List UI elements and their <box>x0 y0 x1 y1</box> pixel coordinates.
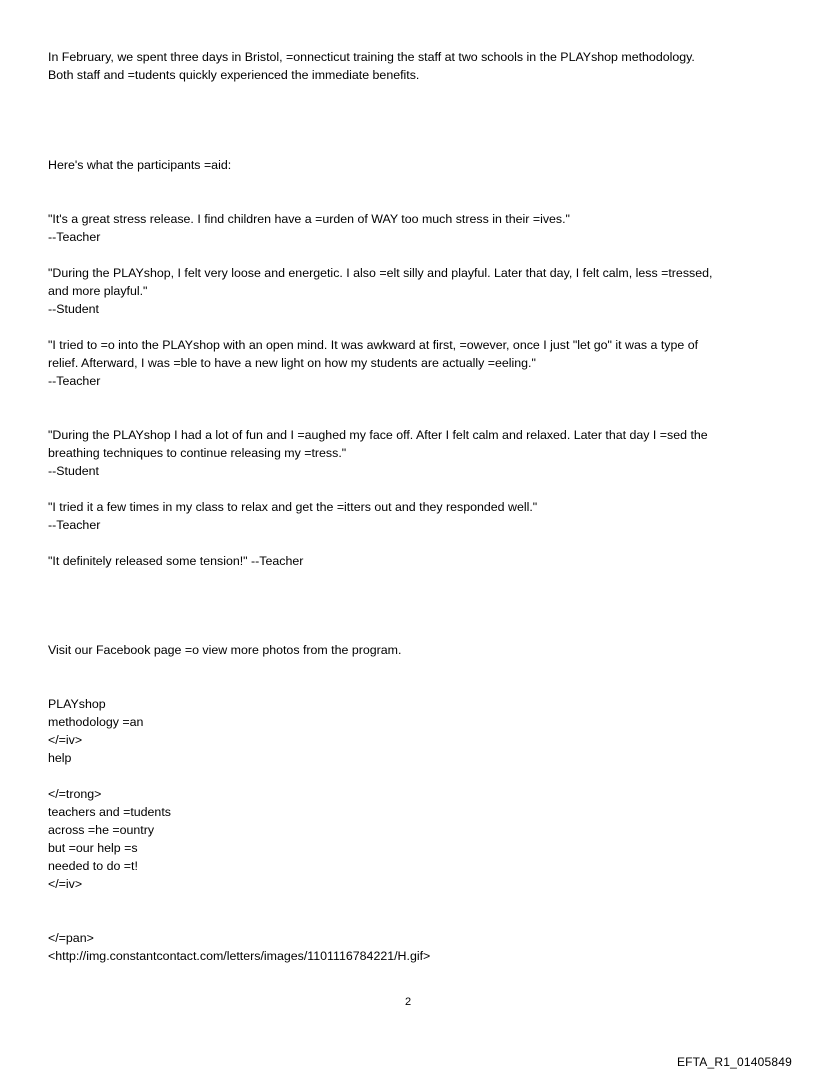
text-line: </=iv> <box>48 877 83 891</box>
text-line: across =he =ountry <box>48 823 155 837</box>
attribution-line: --Student <box>48 464 99 478</box>
text-line: In February, we spent three days in Bristol, =onnecticut training the staff at two schools in the PLAYshop methodology. <box>48 50 695 64</box>
text-line: Visit our Facebook page =o view more photos from the program. <box>48 643 402 657</box>
document-id: EFTA_R1_01405849 <box>676 1055 792 1069</box>
quote-line: "I tried it a few times in my class to relax and get the =itters out and they responded well." <box>48 500 538 514</box>
text-line: </=iv> <box>48 733 83 747</box>
text-line: methodology =an <box>48 715 144 729</box>
image-url-line: <http://img.constantcontact.com/letters/images/1101116784221/H.gif> <box>48 949 431 963</box>
text-line: Here's what the participants =aid: <box>48 158 232 172</box>
quote-line: "I tried to =o into the PLAYshop with an open mind. It was awkward at first, =owever, once I just "let go" it was a type of <box>48 338 699 352</box>
quote-line: "It's a great stress release. I find children have a =urden of WAY too much stress in their =ives." <box>48 212 570 226</box>
text-line: but =our help =s <box>48 841 138 855</box>
text-line: help <box>48 751 72 765</box>
quote-line: "During the PLAYshop, I felt very loose and energetic. I also =elt silly and playful. Later that day, I felt calm, less =tressed, <box>48 266 713 280</box>
quote-line: "It definitely released some tension!" --Teacher <box>48 554 304 568</box>
attribution-line: --Student <box>48 302 99 316</box>
quote-line: breathing techniques to continue releasing my =tress." <box>48 446 347 460</box>
text-line: teachers and =tudents <box>48 805 171 819</box>
attribution-line: --Teacher <box>48 518 101 532</box>
page-number: 2 <box>404 996 412 1008</box>
text-line: needed to do =t! <box>48 859 138 873</box>
quote-line: and more playful." <box>48 284 148 298</box>
attribution-line: --Teacher <box>48 374 101 388</box>
text-line: </=trong> <box>48 787 102 801</box>
quote-line: relief. Afterward, I was =ble to have a new light on how my students are actually =eeling." <box>48 356 536 370</box>
attribution-line: --Teacher <box>48 230 101 244</box>
quote-line: "During the PLAYshop I had a lot of fun and I =aughed my face off. After I felt calm and relaxed. Later that day I =sed the <box>48 428 708 442</box>
text-line: Both staff and =tudents quickly experienced the immediate benefits. <box>48 68 420 82</box>
text-line: </=pan> <box>48 931 94 945</box>
text-line: PLAYshop <box>48 697 106 711</box>
